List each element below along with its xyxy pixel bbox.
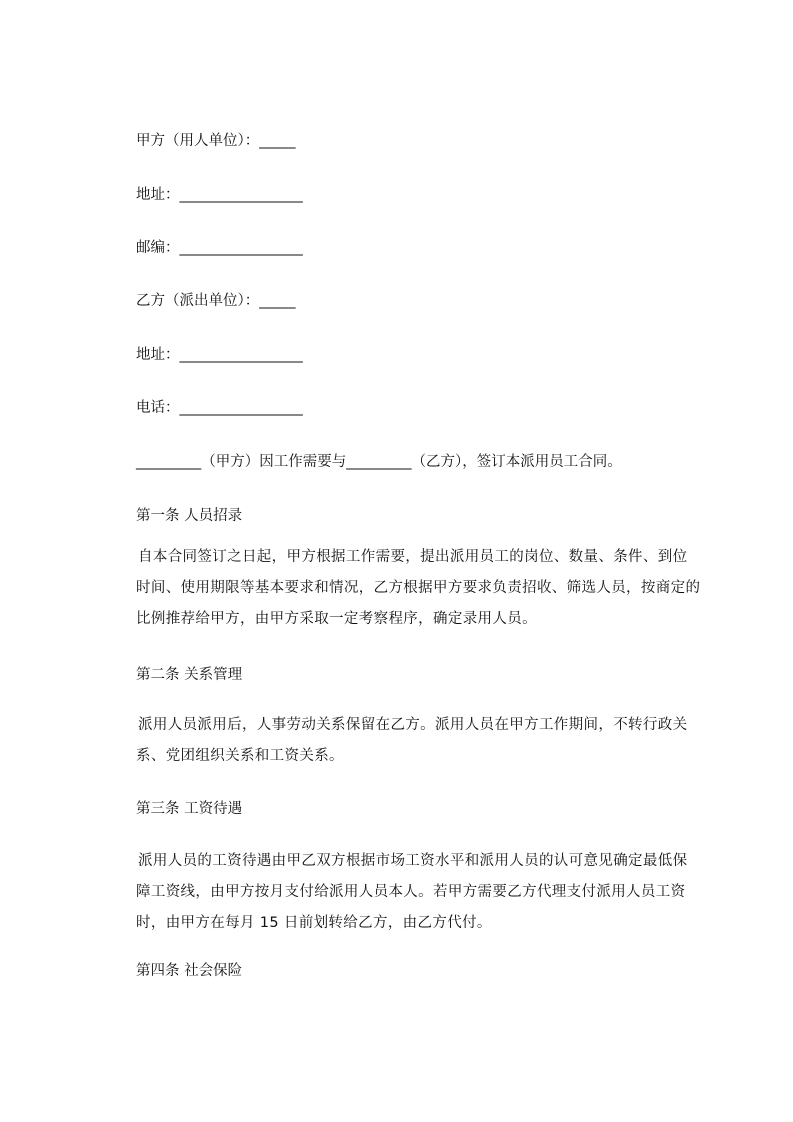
address-field-2: 地址：_________________ xyxy=(136,347,303,363)
party-b-field: 乙方（派出单位）：_____ xyxy=(136,293,296,309)
article-3-title: 第三条 工资待遇 xyxy=(136,801,243,817)
article-1-body: 自本合同签订之日起，甲方根据工作需要，提出派用员工的岗位、数量、条件、到位时间、使用期限等基本要求和情况，乙方根据甲方要求负责招收、筛选人员，按商定的比例推荐给甲方，由甲方采取一定考察程序，确定录用人员。 xyxy=(136,549,701,627)
contract-intro: _________（甲方）因工作需要与_________（乙方），签订本派用员工合同。 xyxy=(136,454,622,470)
article-3-body: 派用人员的工资待遇由甲乙双方根据市场工资水平和派用人员的认可意见确定最低保障工资线，由甲方按月支付给派用人员本人。若甲方需要乙方代理支付派用人员工资时，由甲方在每月 15 日前划转给乙方，由乙方代付。 xyxy=(136,853,688,931)
phone-field: 电话：_________________ xyxy=(136,400,303,416)
postcode-field: 邮编：_________________ xyxy=(136,240,303,256)
article-2-body: 派用人员派用后，人事劳动关系保留在乙方。派用人员在甲方工作期间，不转行政关系、党团组织关系和工资关系。 xyxy=(136,717,688,764)
article-4-title: 第四条 社会保险 xyxy=(136,963,243,979)
article-2-title: 第二条 关系管理 xyxy=(136,667,243,683)
party-a-field: 甲方（用人单位）：_____ xyxy=(136,133,296,149)
address-field-1: 地址：_________________ xyxy=(136,187,303,203)
article-1-title: 第一条 人员招录 xyxy=(136,508,243,524)
